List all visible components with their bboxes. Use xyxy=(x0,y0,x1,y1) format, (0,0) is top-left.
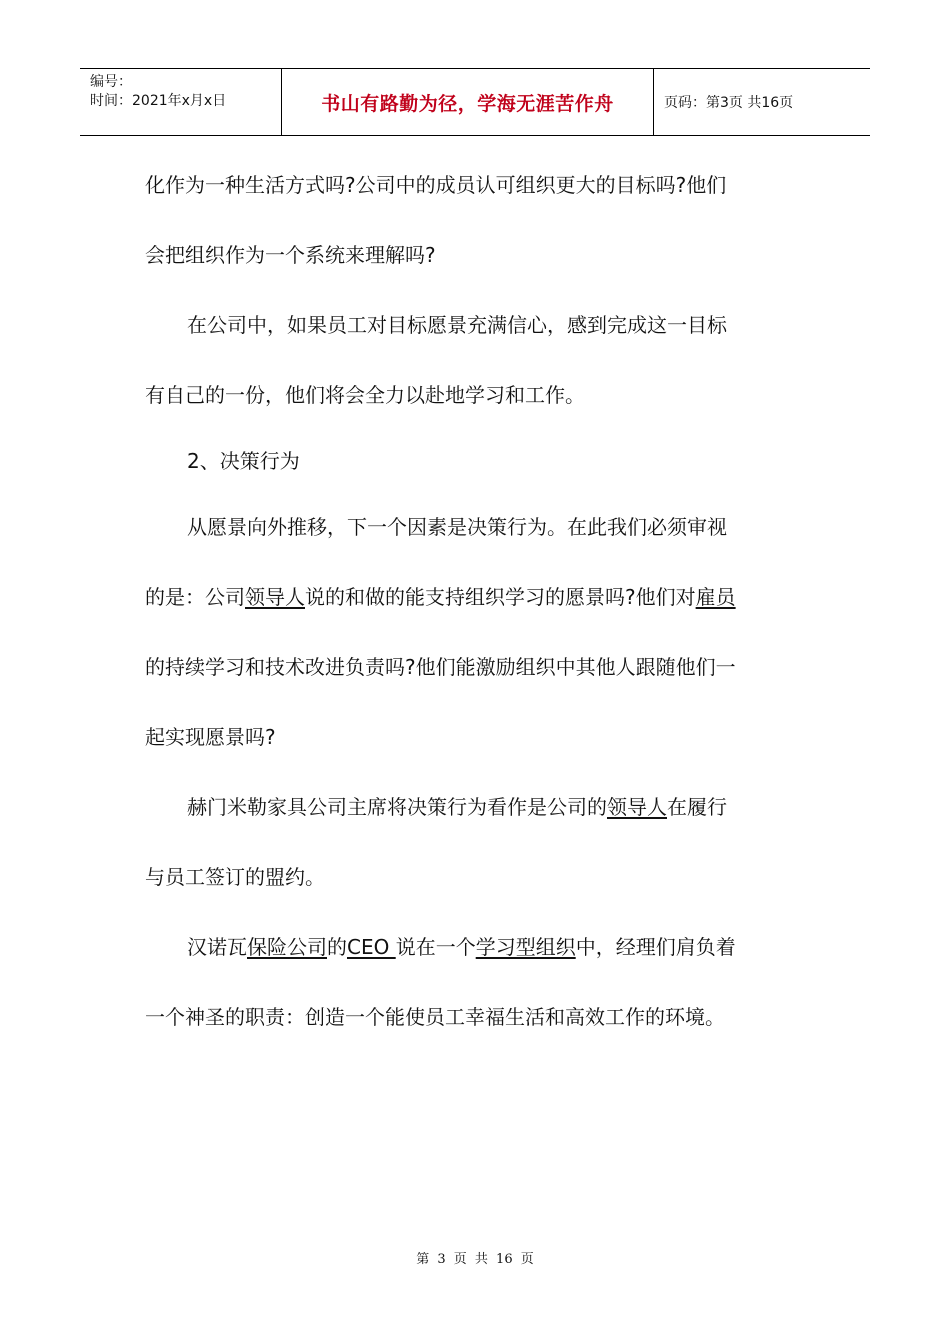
text-run: 在履行 xyxy=(667,795,727,819)
link-learning-organization[interactable]: 学习型组织 xyxy=(475,935,576,959)
text-run: 中，经理们肩负着 xyxy=(575,935,736,959)
paragraph-line: 在公司中，如果员工对目标愿景充满信心，感到完成这一目标 xyxy=(187,313,727,337)
text-run: 的 xyxy=(327,935,347,959)
section-heading: 2、决策行为 xyxy=(187,449,300,473)
serial-label: 编号： xyxy=(90,74,132,90)
header-motto: 书山有路勤为径，学海无涯苦作舟 xyxy=(282,69,654,135)
paragraph-line: 会把组织作为一个系统来理解吗? xyxy=(145,243,436,267)
text-run: 的是：公司 xyxy=(145,585,245,609)
paragraph-line: 化作为一种生活方式吗?公司中的成员认可组织更大的目标吗?他们 xyxy=(145,173,727,197)
paragraph-line xyxy=(145,570,807,640)
paragraph-line: 起实现愿景吗? xyxy=(145,725,276,749)
link-ceo[interactable]: CEO xyxy=(347,935,396,959)
link-insurance-company[interactable]: 保险公司 xyxy=(247,935,327,959)
paragraph-line xyxy=(145,780,807,850)
document-body xyxy=(145,158,807,1060)
link-leader[interactable]: 领导人 xyxy=(607,795,667,819)
text-run: 赫门米勒家具公司主席将决策行为看作是公司的 xyxy=(187,795,607,819)
paragraph-line: 与员工签订的盟约。 xyxy=(145,865,325,889)
paragraph-line: 从愿景向外推移，下一个因素是决策行为。在此我们必须审视 xyxy=(187,515,727,539)
text-run: 汉诺瓦 xyxy=(187,935,247,959)
header-page-number: 页码：第3页 共16页 xyxy=(664,95,794,111)
paragraph-line: 有自己的一份，他们将会全力以赴地学习和工作。 xyxy=(145,383,585,407)
link-leader[interactable]: 领导人 xyxy=(245,585,305,609)
link-employee[interactable]: 雇员 xyxy=(695,585,736,609)
paragraph-line xyxy=(145,920,807,990)
paragraph-line: 一个神圣的职责：创造一个能使员工幸福生活和高效工作的环境。 xyxy=(145,1005,725,1029)
text-run: 说的和做的能支持组织学习的愿景吗?他们对 xyxy=(305,585,696,609)
paragraph-line: 的持续学习和技术改进负责吗?他们能激励组织中其他人跟随他们一 xyxy=(145,655,736,679)
page-footer: 第 3 页 共 16 页 xyxy=(416,1252,534,1267)
header-meta-cell xyxy=(80,69,282,135)
page-header xyxy=(80,68,870,136)
text-run: 说在一个 xyxy=(395,935,476,959)
time-label: 时间：2021年x月x日 xyxy=(90,93,227,109)
